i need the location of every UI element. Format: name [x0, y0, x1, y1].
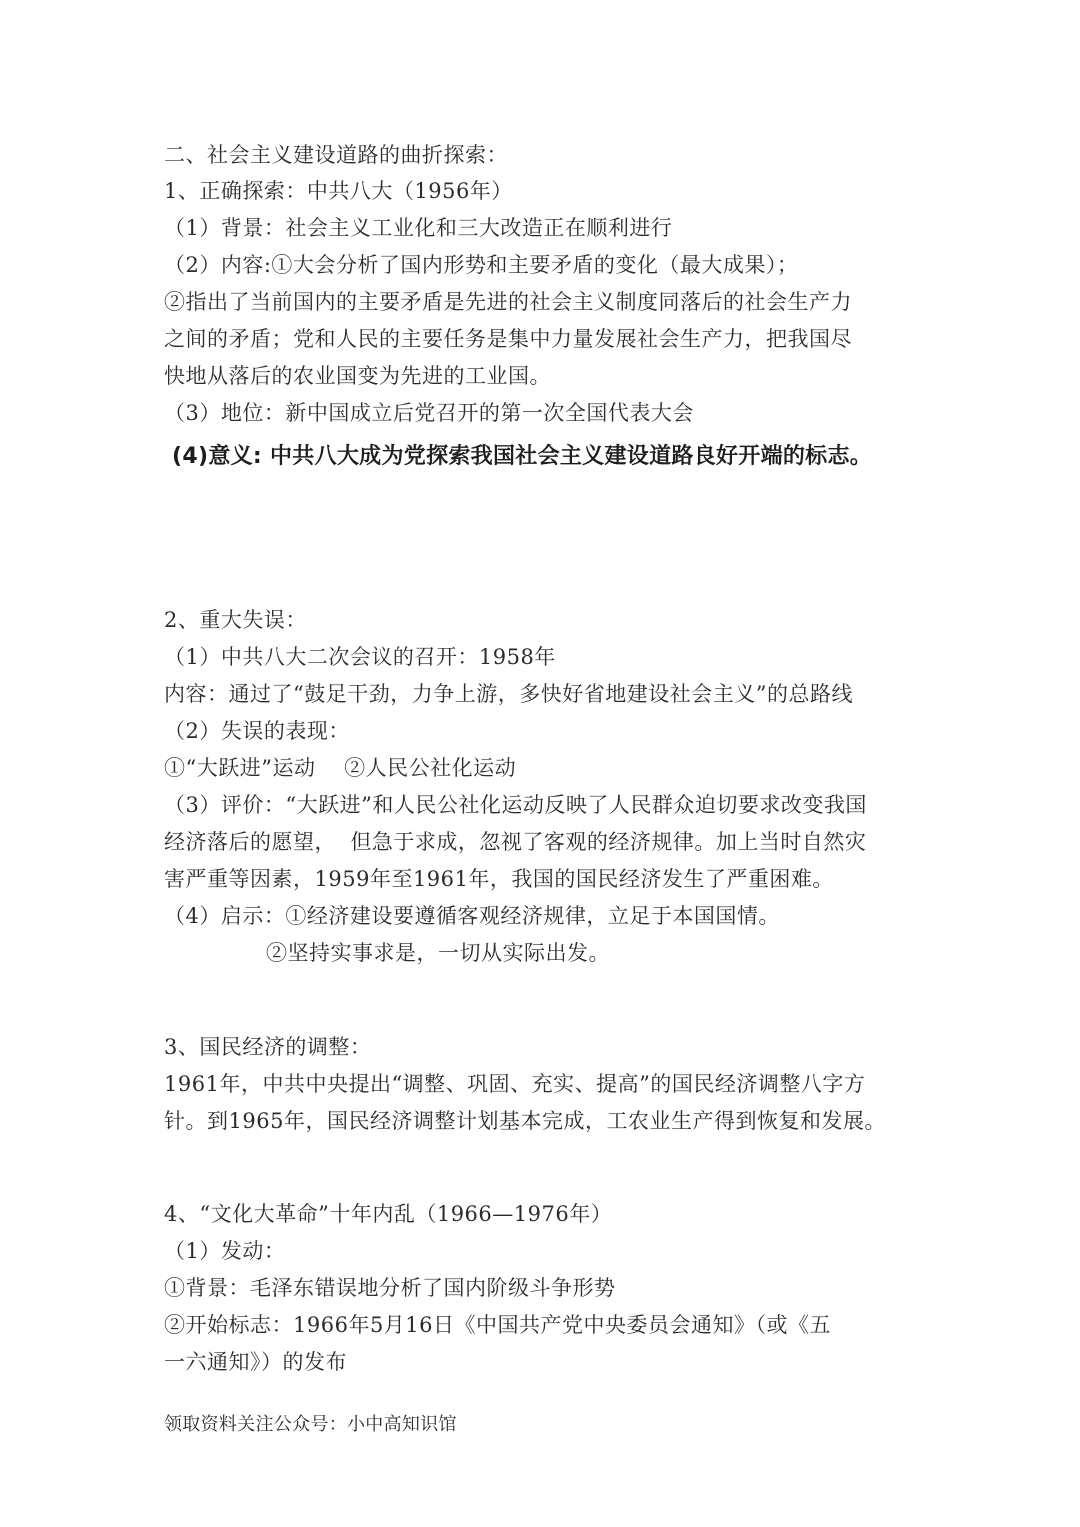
text-line: ②开始标志：1966年5月16日《中国共产党中央委员会通知》（或《五	[164, 1313, 832, 1337]
text-line: （4）启示：①经济建设要遵循客观经济规律，立足于本国国情。	[164, 904, 780, 928]
text-line: （3）地位：新中国成立后党召开的第一次全国代表大会	[164, 401, 694, 425]
text-line: ①“大跃进”运动 ②人民公社化运动	[164, 756, 517, 780]
subsection-heading: 3、国民经济的调整：	[164, 1035, 372, 1059]
subsection-heading: 4、“文化大革命”十年内乱（1966—1976年）	[164, 1202, 613, 1226]
text-line: 经济落后的愿望， 但急于求成，忽视了客观的经济规律。加上当时自然灾	[164, 830, 867, 854]
text-line: ②坚持实事求是，一切从实际出发。	[266, 941, 610, 965]
section-heading: 二、社会主义建设道路的曲折探索：	[164, 143, 508, 167]
text-line: 内容：通过了“鼓足干劲，力争上游，多快好省地建设社会主义”的总路线	[164, 682, 853, 706]
text-line: 害严重等因素，1959年至1961年，我国的国民经济发生了严重困难。	[164, 867, 834, 891]
text-line: （3）评价：“大跃进”和人民公社化运动反映了人民群众迫切要求改变我国	[164, 793, 867, 817]
text-line: （1）背景：社会主义工业化和三大改造正在顺利进行	[164, 216, 673, 240]
text-line: （2）内容:①大会分析了国内形势和主要矛盾的变化（最大成果）；	[164, 253, 799, 277]
footer-note: 领取资料关注公众号：小中高知识馆	[164, 1414, 457, 1435]
text-line: 一六通知》）的发布	[164, 1350, 347, 1374]
text-line: 之间的矛盾；党和人民的主要任务是集中力量发展社会生产力，把我国尽	[164, 327, 852, 351]
text-line: 1961年，中共中央提出“调整、巩固、充实、提高”的国民经济调整八字方	[164, 1072, 866, 1096]
text-line: （1）发动：	[164, 1239, 286, 1263]
text-line: （2）失误的表现：	[164, 719, 350, 743]
text-line: 针。到1965年，国民经济调整计划基本完成，工农业生产得到恢复和发展。	[164, 1109, 886, 1133]
text-line: （1）中共八大二次会议的召开：1958年	[164, 645, 556, 669]
text-line: 快地从落后的农业国变为先进的工业国。	[164, 364, 551, 388]
emphasis-line: (4)意义: 中共八大成为党探索我国社会主义建设道路良好开端的标志。	[172, 444, 873, 469]
text-line: ①背景：毛泽东错误地分析了国内阶级斗争形势	[164, 1276, 616, 1300]
text-line: ②指出了当前国内的主要矛盾是先进的社会主义制度同落后的社会生产力	[164, 290, 852, 314]
subsection-heading: 2、重大失误：	[164, 608, 307, 632]
subsection-heading: 1、正确探索：中共八大（1956年）	[164, 179, 513, 203]
